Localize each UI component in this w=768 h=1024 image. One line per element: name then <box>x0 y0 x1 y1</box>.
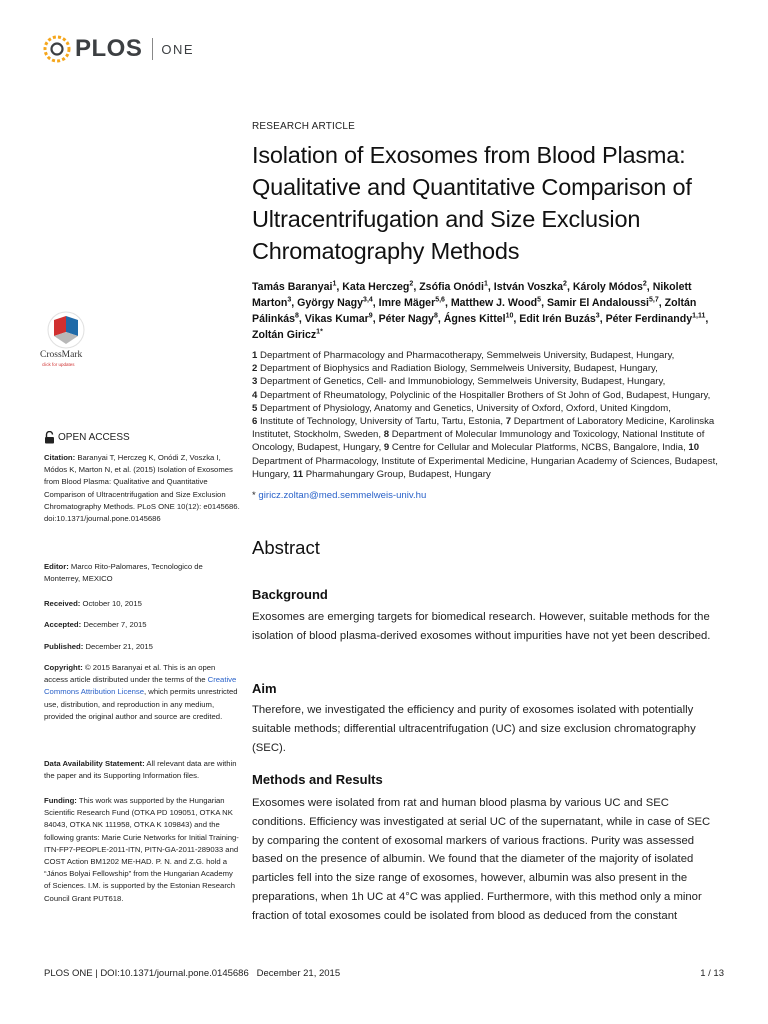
funding-text: This work was supported by the Hungarian Scientific Research Fund (OTKA PD 109051, OTKA NK 84043, OTKA NK 111958, OTKA K 109843) and the following grants: Marie Curie Networks for Initial Training-ITN-FP7-PEOPLE-2011-ITN, PITN-GA-2011-289033 and COST Action BM1202 ME-HAD. P. N. and Z.G. hold a “János Bolyai Fellowship” from the Hungarian Academy of Sciences. I.M. is supported by the Estonian Research Council Grant PUT618. <box>44 796 239 903</box>
affiliation-item: 6 Institute of Technology, University of Tartu, Tartu, Estonia, <box>252 416 504 428</box>
author-affiliation-mark: 1,11 <box>692 312 706 320</box>
affiliation-item: 10 Department of Pharmacology, Institute of Experimental Medicine, Hungarian Academy of Sciences, Budapest, Hungary, <box>252 442 718 480</box>
copyright-text-end: , which permits unrestricted use, distribution, and reproduction in any medium, provided the original author and source are credited. <box>44 687 238 721</box>
author-affiliation-mark: 5,7 <box>649 296 659 304</box>
author-affiliation-mark: 5,6 <box>435 296 445 304</box>
author-affiliation-mark: 3 <box>287 296 292 304</box>
affiliation-item: 9 Centre for Cellular and Molecular Platforms, NCBS, Bangalore, India, <box>383 442 686 454</box>
citation-label: Citation: <box>44 453 76 462</box>
affiliation-item: 2 Department of Biophysics and Radiation Biology, Semmelweis University, Budapest, Hungary, <box>252 363 658 375</box>
author-affiliation-mark: 1 <box>332 280 337 288</box>
funding-block <box>44 795 240 905</box>
page-number: 1 / 13 <box>700 968 724 979</box>
author-affiliation-mark: 1* <box>316 328 323 336</box>
citation-text: Baranyai T, Herczeg K, Onódi Z, Voszka I, Módos K, Marton N, et al. (2015) Isolation of Exosomes from Blood Plasma: Qualitative and Quantitative Comparison of Ultracentrifugation and Size Exclusion Chromatography Methods. PLoS ONE 10(12): e0145686. doi:10.1371/journal.pone.0145686 <box>44 453 240 524</box>
affiliation-item: 11 Pharmahungary Group, Budapest, Hungary <box>292 468 491 480</box>
email-link[interactable]: giricz.zoltan@med.semmelweis-univ.hu <box>258 490 427 501</box>
affiliation-item: 7 Department of Laboratory Medicine, Karolinska Institutet, Stockholm, Sweden, <box>252 416 715 441</box>
author-affiliation-mark: 3 <box>595 312 600 320</box>
author-name: Zoltán Giricz <box>252 329 317 341</box>
author-name: Zoltán Pálinkás <box>252 297 697 325</box>
article-title: Isolation of Exosomes from Blood Plasma: Qualitative and Quantitative Comparison of Ultracentrifugation and Size Exclusion Chromatography Methods <box>252 142 692 264</box>
author-name: Samir El Andaloussi <box>546 297 649 309</box>
author-list: Tamás Baranyai$^1$, Kata Herczeg$^2$, Zsófia Onódi$^1$, István Voszka$^2$, Károly Módos$^2$, Nikolett Marton$^3$, György Nagy$^{3,4}$, Imre Mäger$^{5,6}$, Matthew J. Wood$^5$, Samir El Andaloussi$^{5,7}$, Zoltán Pálinkás$^8$, Vikas Kumar$^9$, Péter Nagy$^8$, Ágnes Kittel$^{10}$, Edit Irén Buzás$^3$, Péter Ferdinandy$^{1,11}$, Zoltán Giricz$^{1*}$ <box>252 280 709 341</box>
author-affiliation-mark: 8 <box>295 312 299 320</box>
affiliation-item: 1 Department of Pharmacology and Pharmacotherapy, Semmelweis University, Budapest, Hungary, <box>252 350 675 361</box>
aim-text: Therefore, we investigated the efficiency and purity of exosomes isolated with potentially suitable methods; differential ultracentrifugation (UC) and size exclusion chromatography (SEC). <box>252 704 696 754</box>
abstract-heading: Abstract <box>252 537 320 558</box>
author-name: Imre Mäger <box>378 297 436 309</box>
author-affiliation-mark: 8 <box>433 312 438 320</box>
author-name: Ágnes Kittel <box>443 313 506 325</box>
author-affiliation-mark: 5 <box>537 296 542 304</box>
aim-heading: Aim <box>252 681 277 696</box>
published-date: December 21, 2015 <box>85 642 153 651</box>
editor-label: Editor: <box>44 562 69 571</box>
open-access-badge <box>44 431 130 444</box>
logo-journal-text: ONE <box>161 41 195 57</box>
open-access-label: OPEN ACCESS <box>58 432 130 443</box>
affiliation-item: 8 Department of Molecular Immunology and Toxicology, National Institute of Oncology, Budapest, Hungary, <box>252 429 705 454</box>
plos-logo-icon <box>42 34 72 64</box>
author-name: Vikas Kumar <box>304 313 369 325</box>
author-affiliation-mark: 2 <box>642 280 647 288</box>
data-availability-label: Data Availability Statement: <box>44 759 145 768</box>
logo-divider <box>152 38 153 60</box>
received-date: October 10, 2015 <box>82 599 142 608</box>
editor-block <box>44 561 240 585</box>
data-availability-block <box>44 758 240 782</box>
background-text: Exosomes are emerging targets for biomedical research. However, suitable methods for the isolation of blood plasma-derived exosomes without impurities have not yet been described. <box>252 611 711 642</box>
author-affiliation-mark: 1 <box>483 280 488 288</box>
citation-block <box>44 452 240 525</box>
accepted-label: Accepted: <box>44 620 82 629</box>
crossmark-sub[interactable]: click for updates <box>42 362 75 367</box>
author-name: Edit Irén Buzás <box>519 313 596 325</box>
copyright-label: Copyright: <box>44 663 83 672</box>
author-name: Tamás Baranyai <box>252 281 333 293</box>
published-label: Published: <box>44 642 84 651</box>
logo-plos-text: PLOS <box>75 35 143 62</box>
article-type: RESEARCH ARTICLE <box>252 121 356 132</box>
affiliation-item: 5 Department of Physiology, Anatomy and Genetics, University of Oxford, Oxford, United Kingdom, <box>252 402 671 414</box>
author-name: István Voszka <box>493 281 564 293</box>
author-name: Péter Nagy <box>378 313 434 325</box>
license-link[interactable]: Creative Commons Attribution License <box>44 675 237 697</box>
footer-citation: PLOS ONE | DOI:10.1371/journal.pone.0145686 December 21, 2015 <box>44 968 341 979</box>
methods-text: Exosomes were isolated from rat and human blood plasma by various UC and SEC conditions. Efficiency was investigated at serial UC of the supernatant, while in case of SEC by comparing the content of exosomal markers of various fractions. Purity was assessed based on the presence of albumin. We found that the diameter of the majority of isolated particles fell into the size range of exosomes, however, albumin was also present in the preparations, when 1h UC at 4°C was applied. Furthermore, with this method only a minor fraction of total exosomes could be isolated from blood as deduced from the constant <box>252 797 711 922</box>
editor-text: Marco Rito-Palomares, Tecnologico de Monterrey, MEXICO <box>44 562 203 584</box>
author-affiliation-mark: 2 <box>409 280 414 288</box>
author-name: Nikolett Marton <box>252 281 692 309</box>
copyright-text: © 2015 Baranyai et al. This is an open access article distributed under the terms of the <box>44 663 216 685</box>
author-name: Péter Ferdinandy <box>605 313 693 325</box>
crossmark-icon[interactable] <box>38 310 94 350</box>
author-name: Zsófia Onódi <box>419 281 484 293</box>
author-affiliation-mark: 2 <box>563 280 567 288</box>
corresponding-star: * <box>252 490 256 501</box>
accepted-date: December 7, 2015 <box>83 620 147 629</box>
author-affiliation-mark: 10 <box>505 312 514 320</box>
copyright-block <box>44 662 240 723</box>
accepted-block <box>44 619 240 631</box>
crossmark-label[interactable]: CrossMark <box>40 350 83 360</box>
affiliation-item: 4 Department of Rheumatology, Polyclinic of the Hospitaller Brothers of St John of God, Budapest, Hungary, <box>252 389 711 401</box>
background-heading: Background <box>252 587 328 602</box>
author-affiliation-mark: 3,4 <box>363 296 373 304</box>
funding-label: Funding: <box>44 796 77 805</box>
author-name: Kata Herczeg <box>342 281 410 293</box>
plos-one-logo[interactable] <box>42 34 194 64</box>
affiliation-list <box>252 349 724 481</box>
published-block <box>44 641 240 653</box>
open-lock-icon <box>44 431 55 444</box>
author-name: Matthew J. Wood <box>450 297 538 309</box>
author-affiliation-mark: 9 <box>368 312 373 320</box>
methods-heading: Methods and Results <box>252 772 383 787</box>
affiliation-item: 3 Department of Genetics, Cell- and Immunobiology, Semmelweis University, Budapest, Hungary, <box>252 376 666 388</box>
corresponding-email[interactable] <box>252 490 426 501</box>
received-block <box>44 598 240 610</box>
author-name: Károly Módos <box>572 281 643 293</box>
author-name: György Nagy <box>297 297 364 309</box>
data-availability-text: All relevant data are within the paper and its Supporting Information files. <box>44 759 237 781</box>
received-label: Received: <box>44 599 81 608</box>
